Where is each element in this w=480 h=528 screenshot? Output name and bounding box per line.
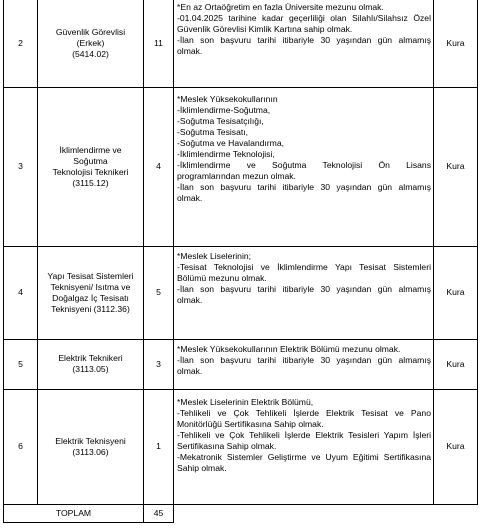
empty-cell bbox=[434, 504, 478, 522]
job-positions-table bbox=[3, 0, 478, 523]
total-row bbox=[4, 504, 478, 522]
selection-method: Kura bbox=[434, 389, 478, 504]
total-label: TOPLAM bbox=[4, 504, 144, 522]
requirements: *En az Ortaöğretim en fazla Üniversite mezunu olmak. -01.04.2025 tarihine kadar geçerliliği olan Silahlı/Silahsız Özel Güvenlik Görevlisi Kimlik Kartına sahip olmak. -İlan son başvuru tarihi itibariyle 30 yaşından gün almamış olmak. bbox=[174, 0, 434, 87]
selection-method: Kura bbox=[434, 0, 478, 87]
position-title: Güvenlik Görevlisi (Erkek) (5414.02) bbox=[38, 0, 144, 87]
requirements: *Meslek Liselerinin Elektrik Bölümü, -Tehlikeli ve Çok Tehlikeli İşlerde Elektrik Tesisat ve Pano Monitörlüğü Sertifikasına Sahip olmak. -Tehlikeli ve Çok Tehlikeli İşlerde Elektrik Tesisleri Yapım İşleri Sertifikasına Sahip olmak. -Mekatronik Sistemler Geliştirme ve Uyum Eğitimi Sertifikasına Sahip olmak. bbox=[174, 389, 434, 504]
row-number: 6 bbox=[4, 389, 38, 504]
position-title: Elektrik Teknisyeni (3113.06) bbox=[38, 389, 144, 504]
row-number: 3 bbox=[4, 87, 38, 246]
selection-method: Kura bbox=[434, 87, 478, 246]
position-title: Yapı Tesisat Sistemleri Teknisyeni/ Isıtma ve Doğalgaz İç Tesisatı Teknisyeni (3112.36) bbox=[38, 246, 144, 339]
row-number: 2 bbox=[4, 0, 38, 87]
requirements: *Meslek Yüksekokullarının Elektrik Bölümü mezunu olmak. -İlan son başvuru tarihi itibariyle 30 yaşından gün almamış olmak. bbox=[174, 339, 434, 389]
selection-method: Kura bbox=[434, 246, 478, 339]
position-count: 1 bbox=[144, 389, 174, 504]
total-value: 45 bbox=[144, 504, 174, 522]
position-count: 5 bbox=[144, 246, 174, 339]
row-number: 4 bbox=[4, 246, 38, 339]
position-count: 4 bbox=[144, 87, 174, 246]
table-row bbox=[4, 246, 478, 339]
table-row bbox=[4, 339, 478, 389]
position-count: 11 bbox=[144, 0, 174, 87]
requirements: *Meslek Liselerinin; -Tesisat Teknolojisi ve İklimlendirme Yapı Tesisat Sistemleri Bölümü mezunu olmak. -İlan son başvuru tarihi itibariyle 30 yaşından gün almamış olmak. bbox=[174, 246, 434, 339]
position-title: Elektrik Teknikeri (3113.05) bbox=[38, 339, 144, 389]
empty-cell bbox=[174, 504, 434, 522]
table-row bbox=[4, 0, 478, 87]
position-count: 3 bbox=[144, 339, 174, 389]
position-title: İklimlendirme ve Soğutma Teknolojisi Teknikeri (3115.12) bbox=[38, 87, 144, 246]
selection-method: Kura bbox=[434, 339, 478, 389]
table-row bbox=[4, 87, 478, 246]
requirements: *Meslek Yüksekokullarının -İklimlendirme-Soğutma, -Soğutma Tesisatçılığı, -Soğutma Tesisatı, -Soğutma ve Havalandırma, -İklimlendirme Teknolojisi, -İklimlendirme ve Soğutma Teknolojisi Ön Lisans programlarından mezun olmak. -İlan son başvuru tarihi itibariyle 30 yaşından gün almamış olmak. bbox=[174, 87, 434, 246]
table-row bbox=[4, 389, 478, 504]
row-number: 5 bbox=[4, 339, 38, 389]
